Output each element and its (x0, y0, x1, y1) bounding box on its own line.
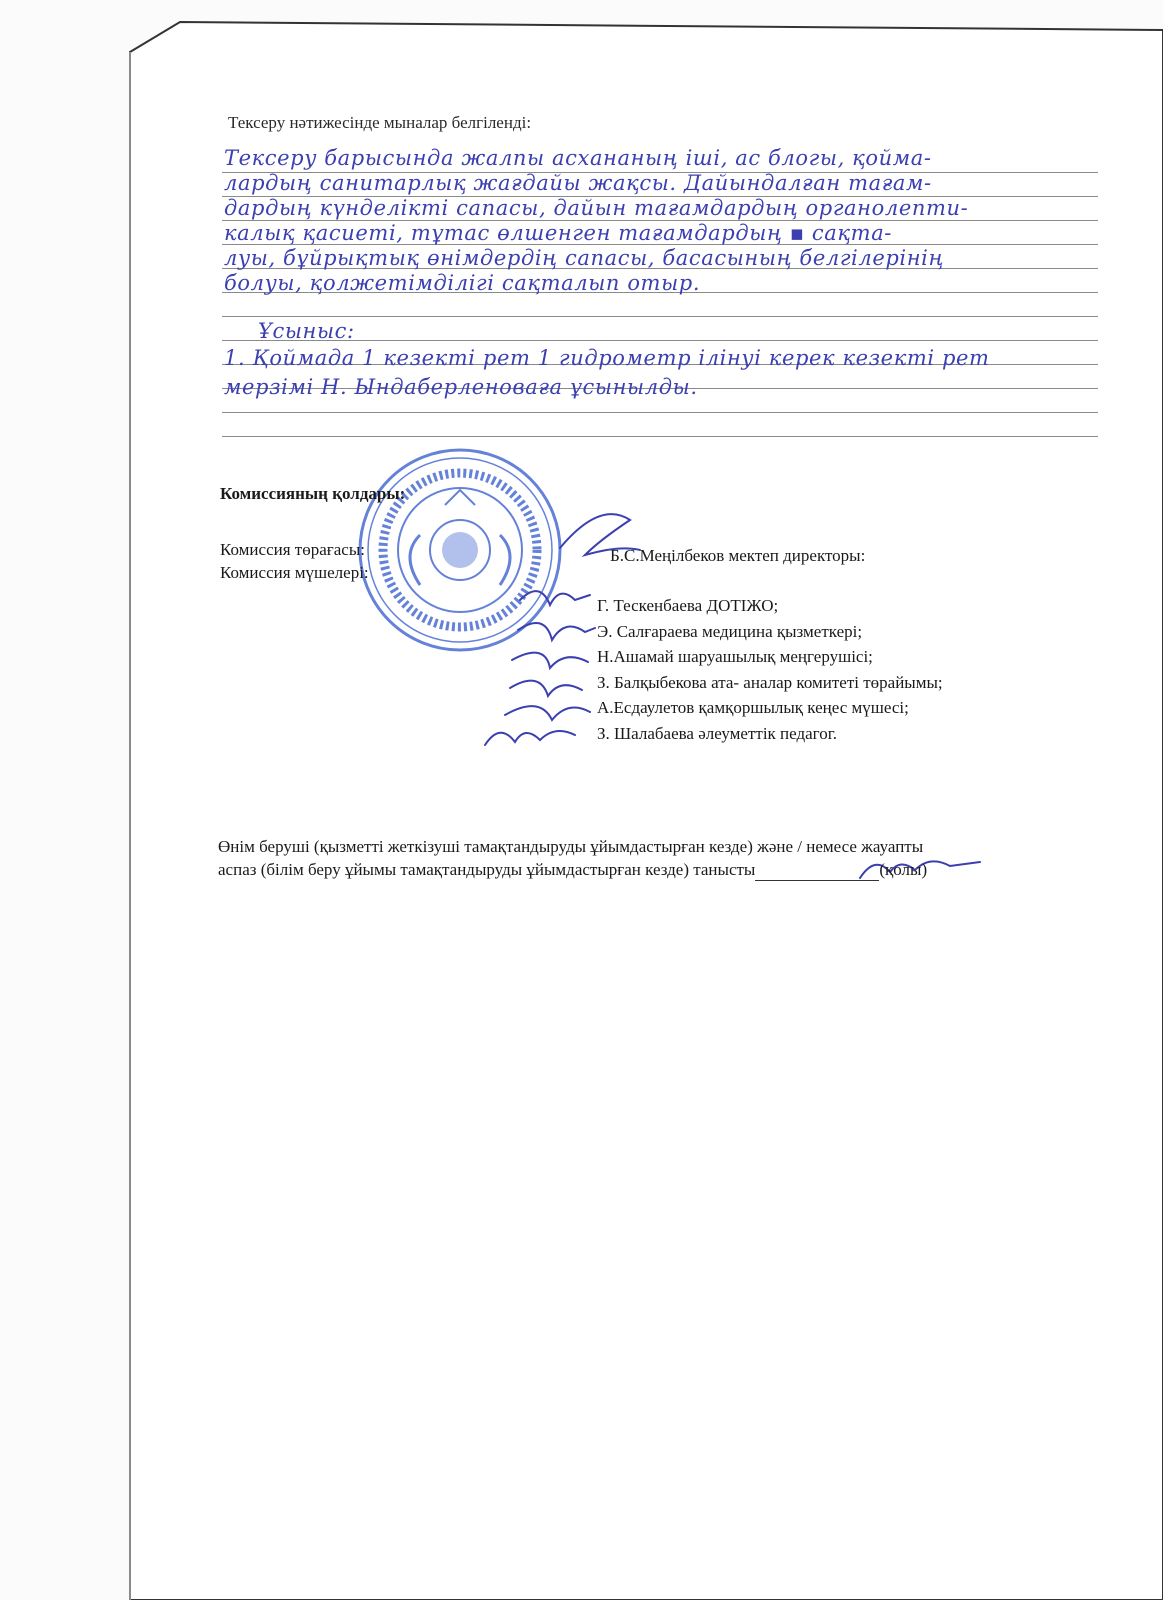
sign-note: (қолы) (879, 860, 928, 879)
footer-line: Өнім беруші (қызметті жеткізуші тамақтандыруды ұйымдастырған кезде) және / немесе жауапты (218, 837, 924, 856)
handwritten-finding-line: дардың күнделікті сапасы, дайын тағамдардың органолепти- (224, 196, 969, 220)
handwritten-finding-line: луы, бұйрықтық өнімдердің сапасы, басасының белгілерінің (224, 246, 945, 270)
handwritten-recommendation-line: 1. Қоймада 1 кезекті рет 1 гидрометр ілінуі керек кезекті рет (224, 346, 990, 370)
member-name: З. Балқыбекова ата- аналар комитеті төрайымы; (597, 673, 943, 692)
members-label: Комиссия мүшелері: (220, 563, 369, 582)
member-name: А.Есдаулетов қамқоршылық кеңес мүшесі; (597, 698, 909, 717)
handwritten-finding-line: болуы, қолжетімділігі сақталып отыр. (224, 271, 701, 295)
findings-intro: Тексеру нәтижесінде мыналар белгіленді: (228, 113, 532, 132)
footer-line (218, 858, 1098, 881)
member-name: Э. Салғараева медицина қызметкері; (597, 622, 863, 641)
chair-label: Комиссия төрағасы: (220, 540, 365, 559)
member-name: Н.Ашамай шаруашылық меңгерушісі; (597, 647, 873, 666)
footer-acknowledgement (218, 835, 1098, 881)
signatures-title: Комиссияның қолдары: (220, 484, 406, 503)
handwritten-finding-line: калық қасиеті, тұтас өлшенген тағамдардың ▪ сақта- (224, 221, 893, 245)
handwritten-finding-line: Тексеру барысында жалпы асхананың іші, ас блогы, қойма- (224, 146, 932, 170)
signature-blank (755, 862, 879, 881)
footer-line-text: аспаз (білім беру ұйымы тамақтандыруды ұйымдастырған кезде) танысты (218, 860, 756, 879)
chair-name: Б.С.Меңілбеков мектеп директоры: (610, 546, 866, 565)
handwritten-finding-line: лардың санитарлық жағдайы жақсы. Дайындалған тағам- (224, 171, 932, 195)
member-name: Г. Тескенбаева ДОТІЖО; (597, 596, 779, 615)
handwritten-recommendation-line: мерзімі Н. Ындаберленоваға ұсынылды. (224, 375, 698, 399)
recommendation-title: Ұсыныс: (258, 319, 355, 343)
member-name: З. Шалабаева әлеуметтік педагог. (597, 724, 838, 743)
